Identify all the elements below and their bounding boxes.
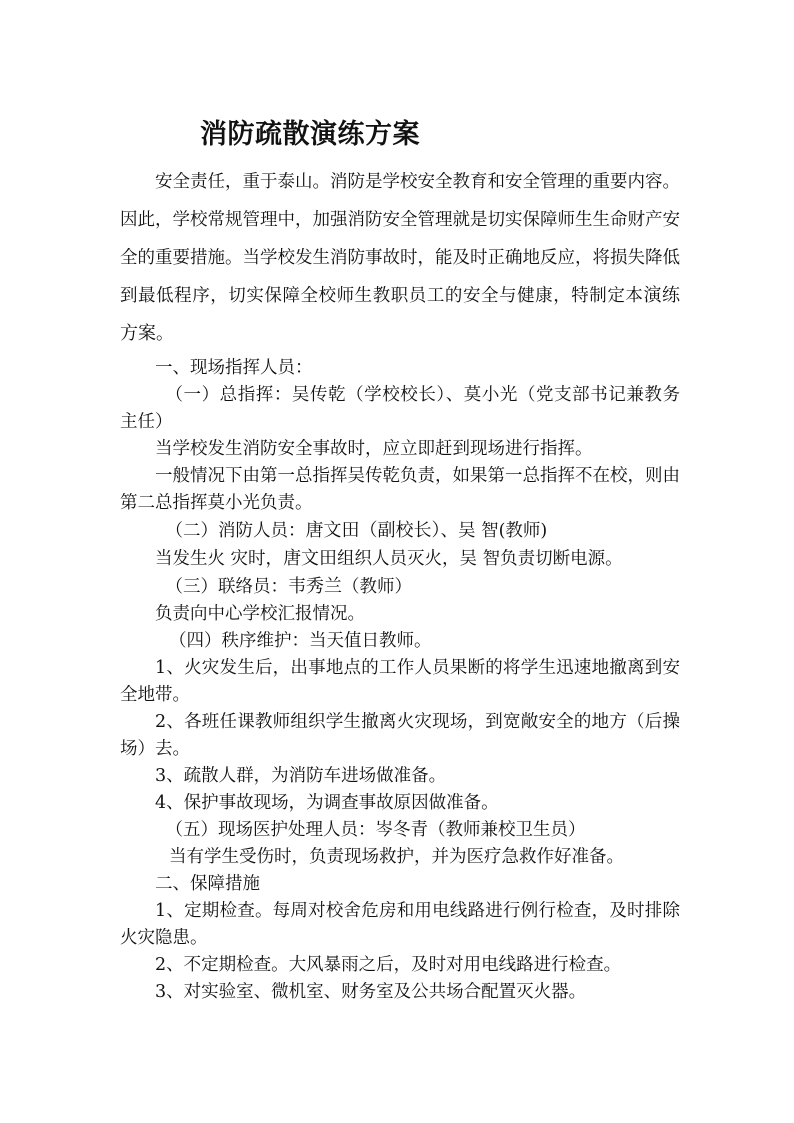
liaison-duty: 负责向中心学校汇报情况。 (155, 604, 365, 624)
plan-content (120, 355, 680, 1006)
order-keeping-line: （四）秩序维护：当天值日教师。 (169, 631, 432, 651)
firefighters-duty (120, 545, 680, 573)
measure-2: 2、不定期检查。大风暴雨之后，及时对用电线路进行检查。 (155, 955, 622, 975)
firefighters-prefix: （二）消防人员： (165, 521, 306, 541)
chief-commander-line: （一）总指挥：吴传乾（学校校长）、莫小光（党支部书记兼教务主任） (120, 385, 680, 432)
firefighters-suffix: 、吴 智(教师) (440, 521, 548, 541)
step-2: 2、各班任课教师组织学生撤离火灾现场，到宽敞安全的地方（后操场）去。 (120, 712, 680, 759)
measure-3: 3、对实验室、微机室、财务室及公共场合配置灭火器。 (155, 982, 587, 1002)
liaison-prefix: （三）联络员： (165, 577, 288, 597)
measure-1: 1、定期检查。每周对校舍危房和用电线路进行例行检查，及时排除火灾隐患。 (120, 901, 680, 948)
liaison-suffix: （教师） (342, 577, 412, 597)
chief-duty-1: 当学校发生消防安全事故时，应立即赶到现场进行指挥。 (155, 439, 593, 459)
document-body (120, 163, 680, 1006)
step-1: 1、火灾发生后，出事地点的工作人员果断的将学生迅速地撤离到安全地带。 (120, 658, 680, 705)
liaison-line (120, 573, 680, 601)
fire-duty-prefix: 当发生火 灾时， (155, 549, 284, 569)
document-title: 消防疏散演练方案 (200, 119, 420, 150)
chief-duty-2: 一般情况下由第一总指挥吴传乾负责，如果第一总指挥不在校，则由第二总指挥莫小光负责。 (120, 466, 680, 513)
intro-paragraph (120, 163, 680, 353)
intro-end: 。 (156, 324, 174, 344)
medical-duty: 当有学生受伤时，负责现场救护，并为医疗急救作好准备。 (169, 847, 624, 867)
liaison-name: 韦秀兰 (288, 576, 342, 597)
medical-line: （五）现场医护处理人员：岑冬青（教师兼校卫生员） (165, 820, 586, 840)
section-heading-safeguards: 二、保障措施 (155, 874, 260, 894)
fire-duty-name: 唐文田 (283, 548, 338, 569)
step-3: 3、疏散人群，为消防车进场做准备。 (155, 766, 447, 786)
section-heading-commanders: 一、现场指挥人员： (155, 358, 313, 378)
firefighters-name: 唐文田（副校长） (305, 520, 441, 541)
intro-text: 安全责任，重于泰山。消防是学校安全教育和安全管理的重要内容。因此，学校常规管理中，加强消防安全管理就是切实保障师生生命财产安全的重要措施。当学校发生消防事故时，能及时正确地反应，将损失降低到最低程序，切实保障全校师生教职员工的安全与健康，特制定本 (120, 172, 680, 306)
intro-emphasis: 演练方案 (120, 285, 681, 344)
firefighters-line (120, 517, 680, 545)
fire-duty-suffix: 组织人员灭火，吴 智负责切断电源。 (337, 549, 623, 569)
step-4: 4、保护事故现场，为调查事故原因做准备。 (155, 793, 499, 813)
